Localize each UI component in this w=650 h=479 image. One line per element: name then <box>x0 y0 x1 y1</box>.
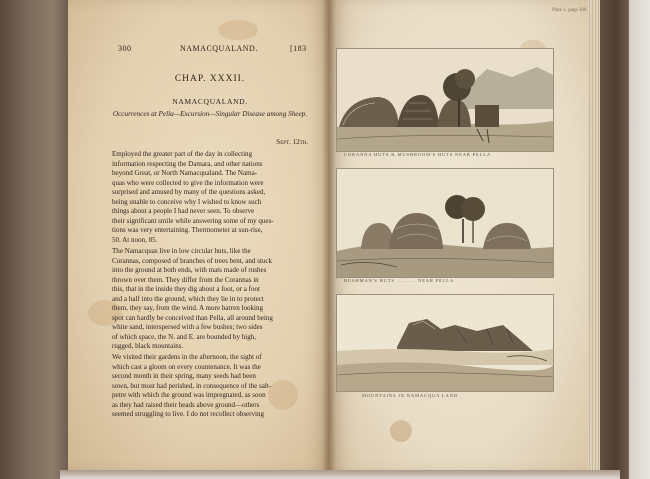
engraving-mountains-illustration <box>337 295 553 391</box>
paragraph-2 <box>112 247 308 352</box>
running-date: [183 <box>290 44 307 53</box>
foxing-stain <box>218 20 258 40</box>
page-edges <box>586 0 600 479</box>
text-line: We visited their gardens in the afternoon, the sight of <box>112 353 262 361</box>
text-line: white sand, interspersed with a few bushes; two sides <box>112 323 263 332</box>
table-shadow <box>60 470 620 479</box>
paragraph-3 <box>112 353 308 420</box>
text-line: quas who were collected to give the information were <box>112 178 264 187</box>
chapter-heading: CHAP. XXXII. <box>174 74 246 84</box>
text-line: being unable to conceive why I wished to know such <box>112 197 262 206</box>
text-line: surprised and amused by many of the questions asked, <box>112 188 266 197</box>
text-line: into the ground at both ends, with mats made of rushes <box>112 266 267 275</box>
text-line: second month in their spring, many seeds had been <box>112 372 256 381</box>
text-line: of which space, the N. and E. are bounded by high, <box>112 332 257 341</box>
text-line: 50. At noon, 85. <box>112 235 158 244</box>
text-line: and a half into the ground, which they lie in to protect <box>112 294 264 303</box>
text-line: The Namacquas live in low circular huts, like the <box>112 247 251 255</box>
text-line: rugged, black mountains. <box>112 342 184 351</box>
text-line: as they had raised their heads above ground—others <box>112 400 260 409</box>
engraving-huts-illustration <box>337 49 553 151</box>
plate-caption-2: BUSHMAN'S HUTS .......... NEAR PELLA <box>344 278 455 283</box>
text-line: their significant smile while answering some of my ques- <box>112 216 274 225</box>
text-line: Employed the greater part of the day in collecting <box>112 150 253 158</box>
engraving-bushman-huts-illustration <box>337 169 553 277</box>
foxing-stain <box>390 420 412 442</box>
text-line: petre with which the ground was impregnated, as soon <box>112 391 266 400</box>
text-line: spot can hardly be conceived than Pella, all around being <box>112 313 273 322</box>
chapter-block <box>112 66 308 86</box>
entry-date: Sept. 12th. <box>276 138 308 146</box>
plate-caption-3: MOUNTAINS IN NAMACQUA LAND <box>362 393 458 398</box>
text-line: sown, but most had perished, in consequence of the salt- <box>112 381 272 390</box>
text-line: beyond Great, or North Namacqualand. The Nama- <box>112 169 258 178</box>
plate-mountains <box>336 294 554 392</box>
book-cover-left <box>0 0 70 479</box>
text-line: this, that in the inside they dig about a foot, or a foot <box>112 285 260 294</box>
text-line: seemed struggling to live. I do not recollect observing <box>112 410 265 419</box>
plate-huts-2 <box>336 168 554 278</box>
chapter-summary: Occurrences at Pella—Excursion—Singular Disease among Sheep. <box>112 110 308 118</box>
text-line: thrown over them. They differ from the Corannas in <box>112 275 259 284</box>
running-head: NAMACQUALAND. <box>180 44 258 53</box>
plate-huts-1 <box>336 48 554 152</box>
paragraph-1 <box>112 150 308 245</box>
text-line: information respecting the Damara, and other nations <box>112 159 263 168</box>
text-line: tions was very entertaining. Thermometer at sun-rise, <box>112 226 263 235</box>
book-gutter <box>322 0 336 472</box>
chapter-subtitle: NAMACQUALAND. <box>172 97 248 106</box>
text-line: things about a people I had never seen. To observe <box>112 207 255 216</box>
text-line: Corannas, composed of branches of trees bent, and stuck <box>112 256 273 265</box>
book-cover-right <box>596 0 650 479</box>
page-number: 300 <box>118 44 132 53</box>
plate-reference: Plate 1. page 300 <box>552 8 587 13</box>
plate-caption-1: CORANNA HUTS & MUSHROOM'S HUTS NEAR PELLA <box>344 152 491 157</box>
text-line: which cast a gloom on every countenance. It was the <box>112 362 261 371</box>
text-line: them, they say, from the wind. A more barren looking <box>112 304 264 313</box>
